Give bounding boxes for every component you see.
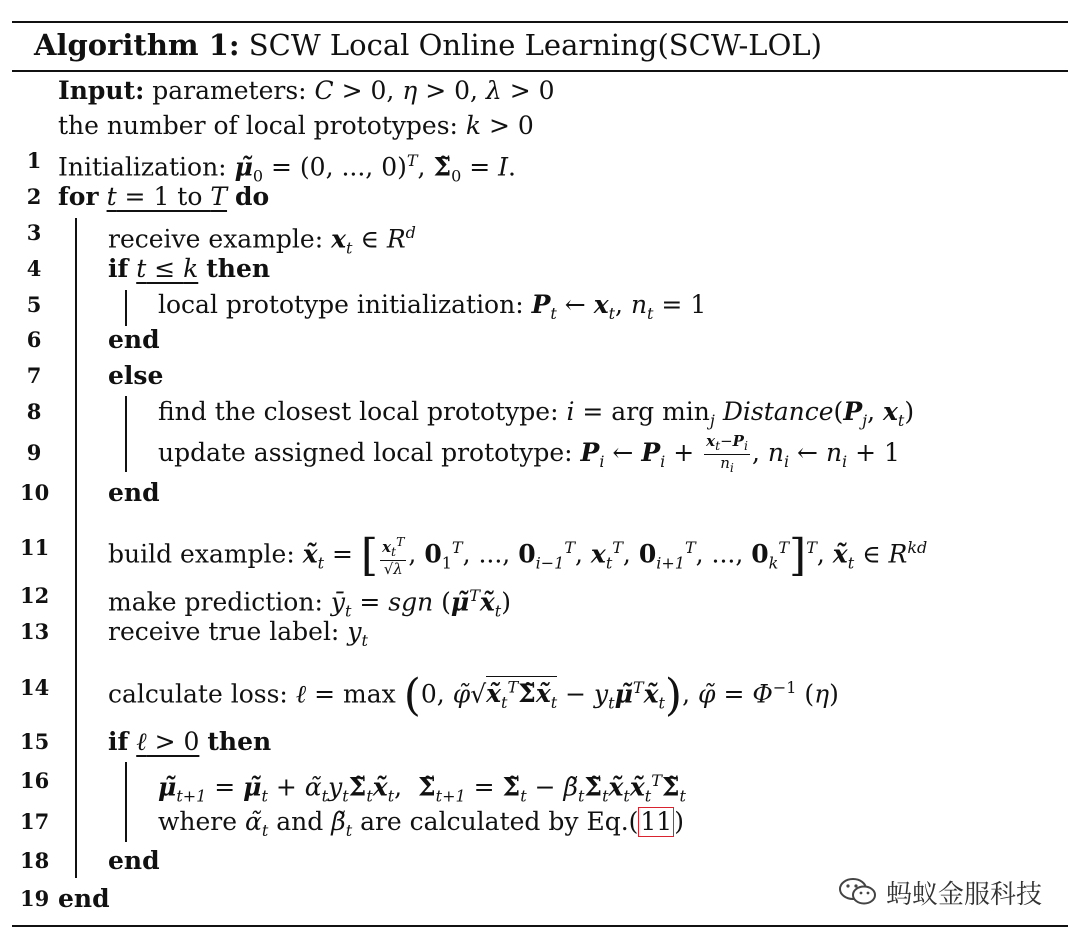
line-number: 1 <box>26 148 42 173</box>
algorithm-title <box>34 28 822 62</box>
algo-line: 13 receive true label: $y_t$ <box>0 614 1080 650</box>
algo-line: 9 update assigned local prototype: $P_i$ ← $P_i$ + $\frac{x_t-P_i}{n_i}$ , $n_i$ ← $n_i + 1$ <box>0 433 1080 473</box>
algo-line: 16 $\mũ_{t+1}$ = $\mũ_t$ + $\alphã_ty_t\Sigmã_tx̃_t$, $\Sigmã_{t+1}$ = $\Sigmã_t$ − $\betã_t\Sigmã_tx̃_tx̃_t^T\Sigmã_t$ <box>0 763 1080 799</box>
algo-line: 6 end <box>0 322 1080 358</box>
algo-line: 15 if ℓ > 0 then <box>0 724 1080 760</box>
algo-line: 18 end <box>0 843 1080 879</box>
algo-line: 3 receive example: $x_t$ ∈ $R^d$ <box>0 215 1080 251</box>
algorithm-name: SCW Local Online Learning(SCW-LOL) <box>248 28 822 62</box>
algorithm-label: Algorithm 1: <box>34 28 240 62</box>
wechat-icon <box>838 876 878 908</box>
algo-line: 17 where $\alphã_t$ and $\betã_t$ are calculated by Eq.(11) <box>0 804 1080 840</box>
line-number: 9 <box>26 440 42 465</box>
algo-line: 12 make prediction: $ȳ_t$ = sgn $(\mũ^Tx̃_t)$ <box>0 578 1080 614</box>
line-number: 2 <box>26 184 42 209</box>
algo-line: 1 Initialization: $\mũ_0 = (0$, ..., 0)$^T$, $\Sigmã_0 = I$. <box>0 143 1080 179</box>
line-number: 6 <box>26 327 42 352</box>
watermark-text: 蚂蚁金服科技 <box>886 879 1043 910</box>
algo-line: 19 end <box>0 881 1080 917</box>
top-rule <box>12 21 1068 23</box>
algo-line: 7 else <box>0 358 1080 394</box>
algo-line: 14 calculate loss: ℓ = max (0, $\varphĩ√x̃_t^T\Sigmãx̃_t$ − $y_t\mũ^Tx̃_t$), φ̃ = $\Phi^{-1}$ (η) <box>0 658 1080 718</box>
algo-line-input: Input: parameters: C > 0, η > 0, λ > 0 <box>58 76 555 105</box>
algo-line: 10 end <box>0 475 1080 511</box>
line-number: 11 <box>20 535 50 560</box>
algo-line: 11 build example: $x̃_t$ = [ $\frac{x_t^T}{√\lambda}$ , $0_1^T$, ..., $0_{i-1}^T$, $x_t^T$, $0_{i+1}^T$, ..., $0_k^T]^T$, $x̃_t$ ∈ $R^{kd}$ <box>0 520 1080 576</box>
title-rule <box>12 70 1068 72</box>
bottom-rule <box>12 925 1068 927</box>
algo-line: 8 find the closest local prototype: i = arg $\min_j$ $Distance(P_j$, $x_t$) <box>0 394 1080 430</box>
algo-line: 5 local prototype initialization: $P_t$ ← $x_t$, $n_t = 1$ <box>0 287 1080 323</box>
algo-line: 4 if t ≤ k then <box>0 251 1080 287</box>
line-number: 10 <box>20 480 50 505</box>
equation-reference-link[interactable]: 11 <box>640 807 673 836</box>
watermark <box>838 872 1042 912</box>
line-number: 17 <box>20 809 50 834</box>
line-number: 18 <box>20 848 50 873</box>
line-number: 4 <box>26 256 42 281</box>
algo-line: 2 for t = 1 to T do <box>0 179 1080 215</box>
line-number: 19 <box>20 886 50 911</box>
line-number: 12 <box>20 583 50 608</box>
line-number: 14 <box>20 675 50 700</box>
line-number: 16 <box>20 768 50 793</box>
line-number: 7 <box>26 363 42 388</box>
line-number: 13 <box>20 619 50 644</box>
line-number: 3 <box>26 220 42 245</box>
line-number: 8 <box>26 399 42 424</box>
algo-line-k: the number of local prototypes: k > 0 <box>58 111 534 140</box>
line-number: 5 <box>26 292 42 317</box>
line-number: 15 <box>20 729 50 754</box>
